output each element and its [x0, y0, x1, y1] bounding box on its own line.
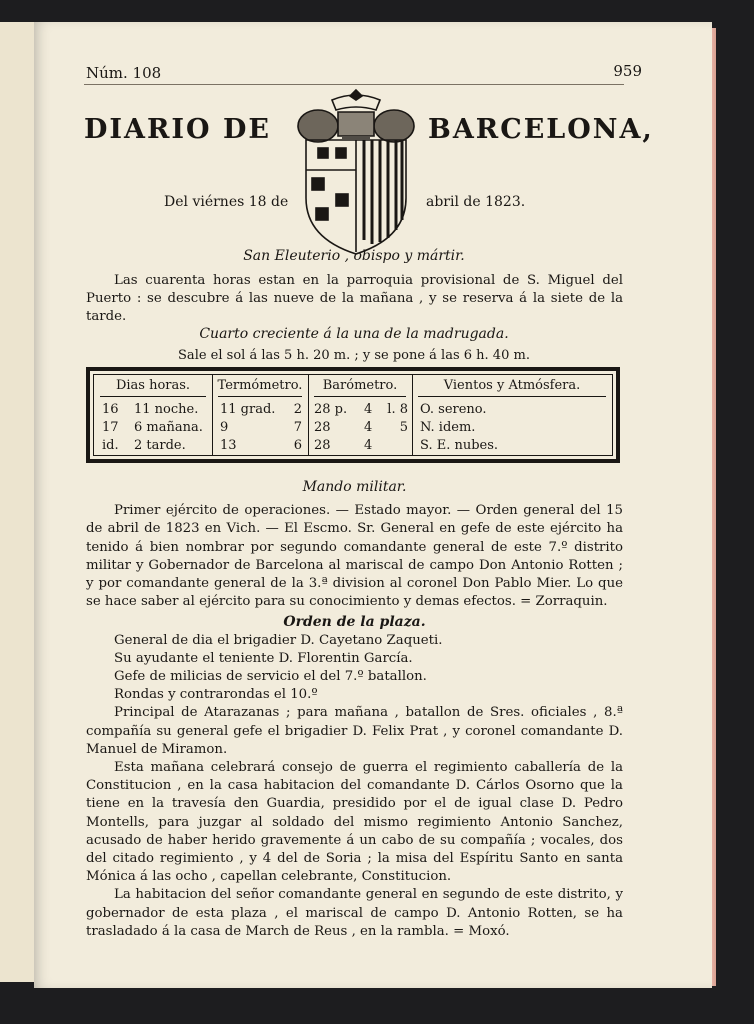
- forty-hours-text: Las cuarenta horas estan en la parroquia provisional de S. Miguel del Puerto : se descubre á las nueve de la mañana , y se reserva á la siete de la tarde.: [86, 273, 623, 325]
- consejo-paragraph: Esta mañana celebrará consejo de guerra el regimiento caballería de la Constitucion , en la casa habitacion del comandante D. Cárlos Osorno que la tiene en la travesía den Guardia, presidido por el de igual clase D. Pedro Montells, para juzgar al soldado del mismo regimiento Antonio Sanchez, acusado de haber herido gravemente á un cabo de su compañía ; vocales, dos del citado regimiento , y 4 del de Soria ; la misa del Espíritu Santo en santa Mónica á las ocho , capellan celebrante, Constitucion.: [86, 760, 623, 885]
- weather-table: [86, 367, 620, 463]
- plaza-heading: Orden de la plaza.: [283, 614, 426, 631]
- therm-cell: 11 grad.: [220, 402, 276, 417]
- moon-phase: Cuarto creciente á la una de la madrugada.: [199, 326, 509, 342]
- masthead-title-left: DIARIO DE: [84, 114, 271, 145]
- day-cell: id.: [102, 438, 119, 453]
- masthead-title-right: BARCELONA,: [428, 114, 654, 145]
- header-days-hours: Dias horas.: [115, 378, 191, 393]
- plaza-line: Gefe de milicias de servicio el del 7.º batallon.: [114, 669, 427, 685]
- habitacion-paragraph: La habitacion del señor comandante general en segundo de este distrito, y gobernador de esta plaza , el mariscal de campo D. Antonio Rotten, se ha trasladado á la casa de March de Reus , en la rambla. = Moxó.: [86, 887, 623, 939]
- header-thermometer: Termómetro.: [217, 378, 303, 393]
- plaza-line: Su ayudante el teniente D. Florentin García.: [114, 650, 413, 666]
- header-winds: Vientos y Atmósfera.: [443, 378, 581, 393]
- hour-cell: 11 noche.: [134, 402, 199, 417]
- day-cell: 16: [102, 402, 119, 417]
- forty-hours-notice: [86, 272, 623, 327]
- military-paragraph: Primer ejército de operaciones. — Estado mayor. — Orden general del 15 de abril de 1823 en Vich. — El Escmo. Sr. General en gefe de este ejército ha tenido á bien nombrar por segundo comandante general de este 7.º distrito militar y Gobernador de Barcelona al mariscal de campo Don Antonio Rotten ; y por comandante general de la 3.ª division al coronel Don Pablo Mier. Lo que se hace saber al ejército para su conocimiento y demas efectos. = Zorraquin.: [86, 503, 623, 610]
- newspaper-page: [34, 22, 712, 988]
- page-number: 959: [613, 62, 642, 80]
- plaza-line: Rondas y contrarondas el 10.º: [114, 687, 318, 703]
- header-rule: [418, 396, 606, 397]
- baro-lines-cell: 4: [364, 402, 373, 417]
- baro-points-cell: 5: [399, 420, 408, 435]
- plaza-line: General de dia el brigadier D. Cayetano Zaqueti.: [114, 632, 443, 648]
- col-winds: [412, 375, 612, 455]
- col-thermometer: [212, 375, 308, 455]
- header-rule: [100, 396, 206, 397]
- day-cell: 17: [102, 420, 119, 435]
- therm-sub-cell: 7: [293, 420, 302, 435]
- barcelona-coat-of-arms-icon: [292, 82, 420, 264]
- wind-cell: N. idem.: [420, 420, 476, 435]
- wind-cell: S. E. nubes.: [420, 438, 499, 453]
- baro-cell: 28: [314, 420, 331, 435]
- hour-cell: 2 tarde.: [134, 438, 186, 453]
- therm-sub-cell: 2: [293, 402, 302, 417]
- header-rule: [314, 396, 406, 397]
- issue-number: Núm. 108: [86, 64, 162, 82]
- therm-sub-cell: 6: [293, 438, 302, 453]
- baro-points-cell: l. 8: [387, 402, 408, 417]
- baro-lines-cell: 4: [364, 420, 373, 435]
- saint-of-day: San Eleuterio , obispo y mártir.: [243, 248, 465, 264]
- header-rule: [218, 396, 302, 397]
- therm-cell: 9: [220, 420, 229, 435]
- baro-cell: 28 p.: [314, 402, 348, 417]
- hour-cell: 6 mañana.: [134, 420, 203, 435]
- weather-table-inner: [93, 374, 613, 456]
- baro-lines-cell: 4: [364, 438, 373, 453]
- facing-page-edge: [0, 22, 35, 982]
- header-barometer: Barómetro.: [322, 378, 398, 393]
- military-section: [86, 478, 623, 941]
- wind-cell: O. sereno.: [420, 402, 487, 417]
- col-days-hours: [94, 375, 212, 455]
- date-left: Del viérnes 18 de: [164, 194, 289, 210]
- baro-cell: 28: [314, 438, 331, 453]
- col-barometer: [308, 375, 412, 455]
- date-right: abril de 1823.: [426, 194, 526, 210]
- therm-cell: 13: [220, 438, 237, 453]
- military-heading: Mando militar.: [302, 479, 407, 495]
- principal-paragraph: Principal de Atarazanas ; para mañana , batallon de Sres. oficiales , 8.ª compañía su general gefe el brigadier D. Felix Prat , y coronel comandante D. Manuel de Miramon.: [86, 705, 623, 757]
- sunrise-sunset: Sale el sol á las 5 h. 20 m. ; y se pone á las 6 h. 40 m.: [178, 348, 530, 363]
